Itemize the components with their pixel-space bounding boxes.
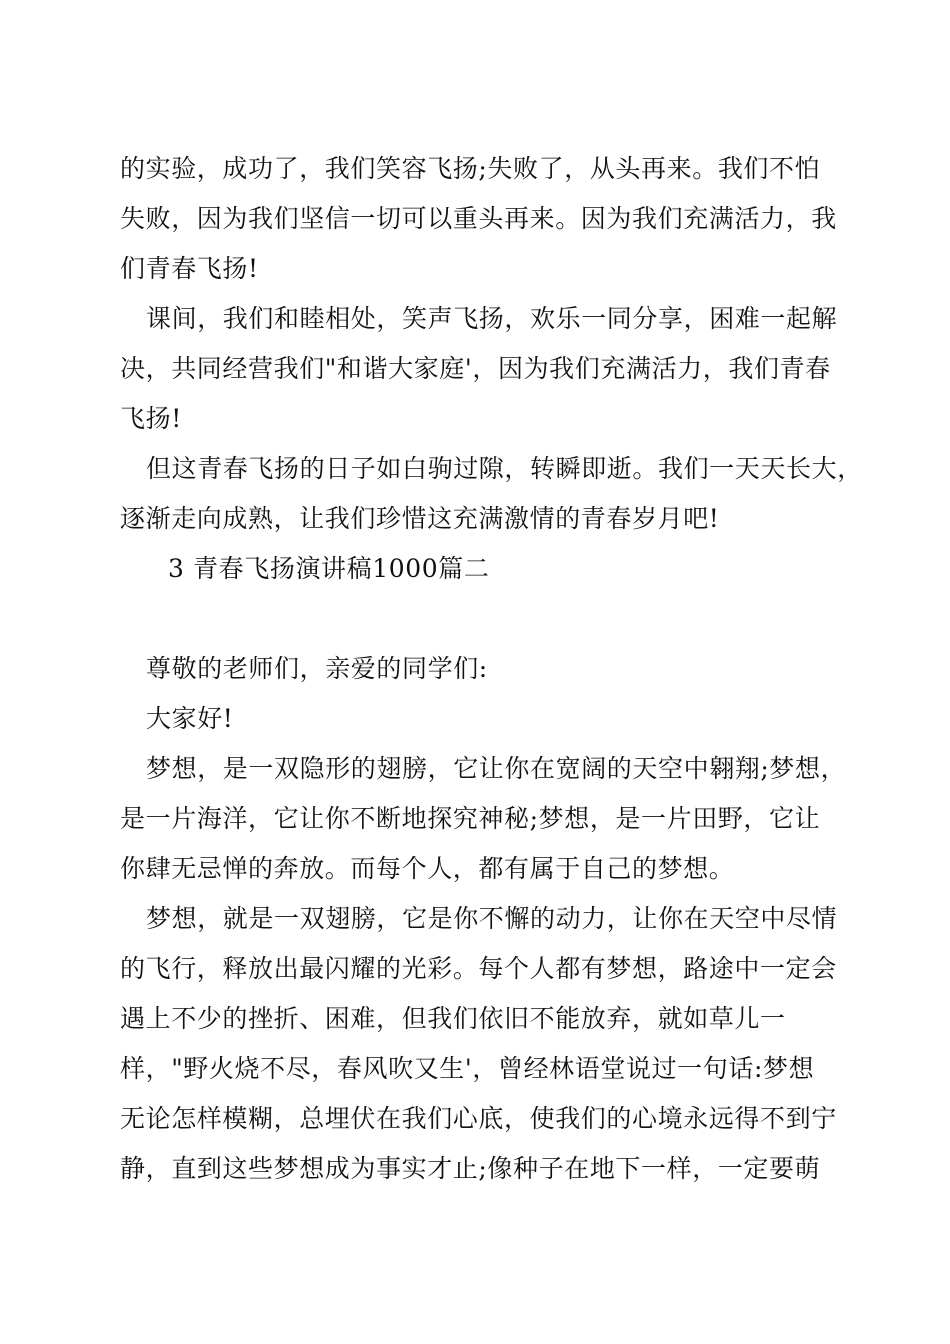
paragraph-line-9: 梦想，是一双隐形的翅膀，它让你在宽阔的天空中翱翔;梦想，	[146, 754, 847, 783]
greeting-line: 大家好!	[146, 704, 234, 733]
salutation-line: 尊敬的老师们，亲爱的同学们:	[146, 654, 488, 683]
paragraph-line-3: 们青春飞扬!	[120, 254, 259, 283]
paragraph-line-8: 逐渐走向成熟，让我们珍惜这充满激情的青春岁月吧!	[120, 504, 720, 533]
paragraph-line-17: 静，直到这些梦想成为事实才止;像种子在地下一样，一定要萌	[120, 1154, 821, 1183]
paragraph-line-10: 是一片海洋，它让你不断地探究神秘;梦想，是一片田野，它让	[120, 804, 821, 833]
paragraph-line-15: 样，"野火烧不尽，春风吹又生'，曾经林语堂说过一句话:梦想	[120, 1054, 815, 1083]
paragraph-line-2: 失败，因为我们坚信一切可以重头再来。因为我们充满活力，我	[120, 204, 837, 233]
paragraph-line-16: 无论怎样模糊，总埋伏在我们心底，使我们的心境永远得不到宁	[120, 1104, 837, 1133]
paragraph-line-6: 飞扬!	[120, 404, 182, 433]
paragraph-line-12: 梦想，就是一双翅膀，它是你不懈的动力，让你在天空中尽情	[146, 904, 838, 933]
paragraph-line-5: 决，共同经营我们"和谐大家庭'，因为我们充满活力，我们青春	[120, 354, 831, 383]
paragraph-line-4: 课间，我们和睦相处，笑声飞扬，欢乐一同分享，困难一起解	[146, 304, 838, 333]
paragraph-line-11: 你肆无忌惮的奔放。而每个人，都有属于自己的梦想。	[120, 854, 735, 883]
section-heading: 3 青春飞扬演讲稿1000篇二	[168, 554, 490, 583]
paragraph-line-7: 但这青春飞扬的日子如白驹过隙，转瞬即逝。我们一天天长大，	[146, 454, 863, 483]
paragraph-line-14: 遇上不少的挫折、困难，但我们依旧不能放弃，就如草儿一	[120, 1004, 786, 1033]
paragraph-line-1: 的实验，成功了，我们笑容飞扬;失败了，从头再来。我们不怕	[120, 154, 821, 183]
paragraph-line-13: 的飞行，释放出最闪耀的光彩。每个人都有梦想，路途中一定会	[120, 954, 837, 983]
